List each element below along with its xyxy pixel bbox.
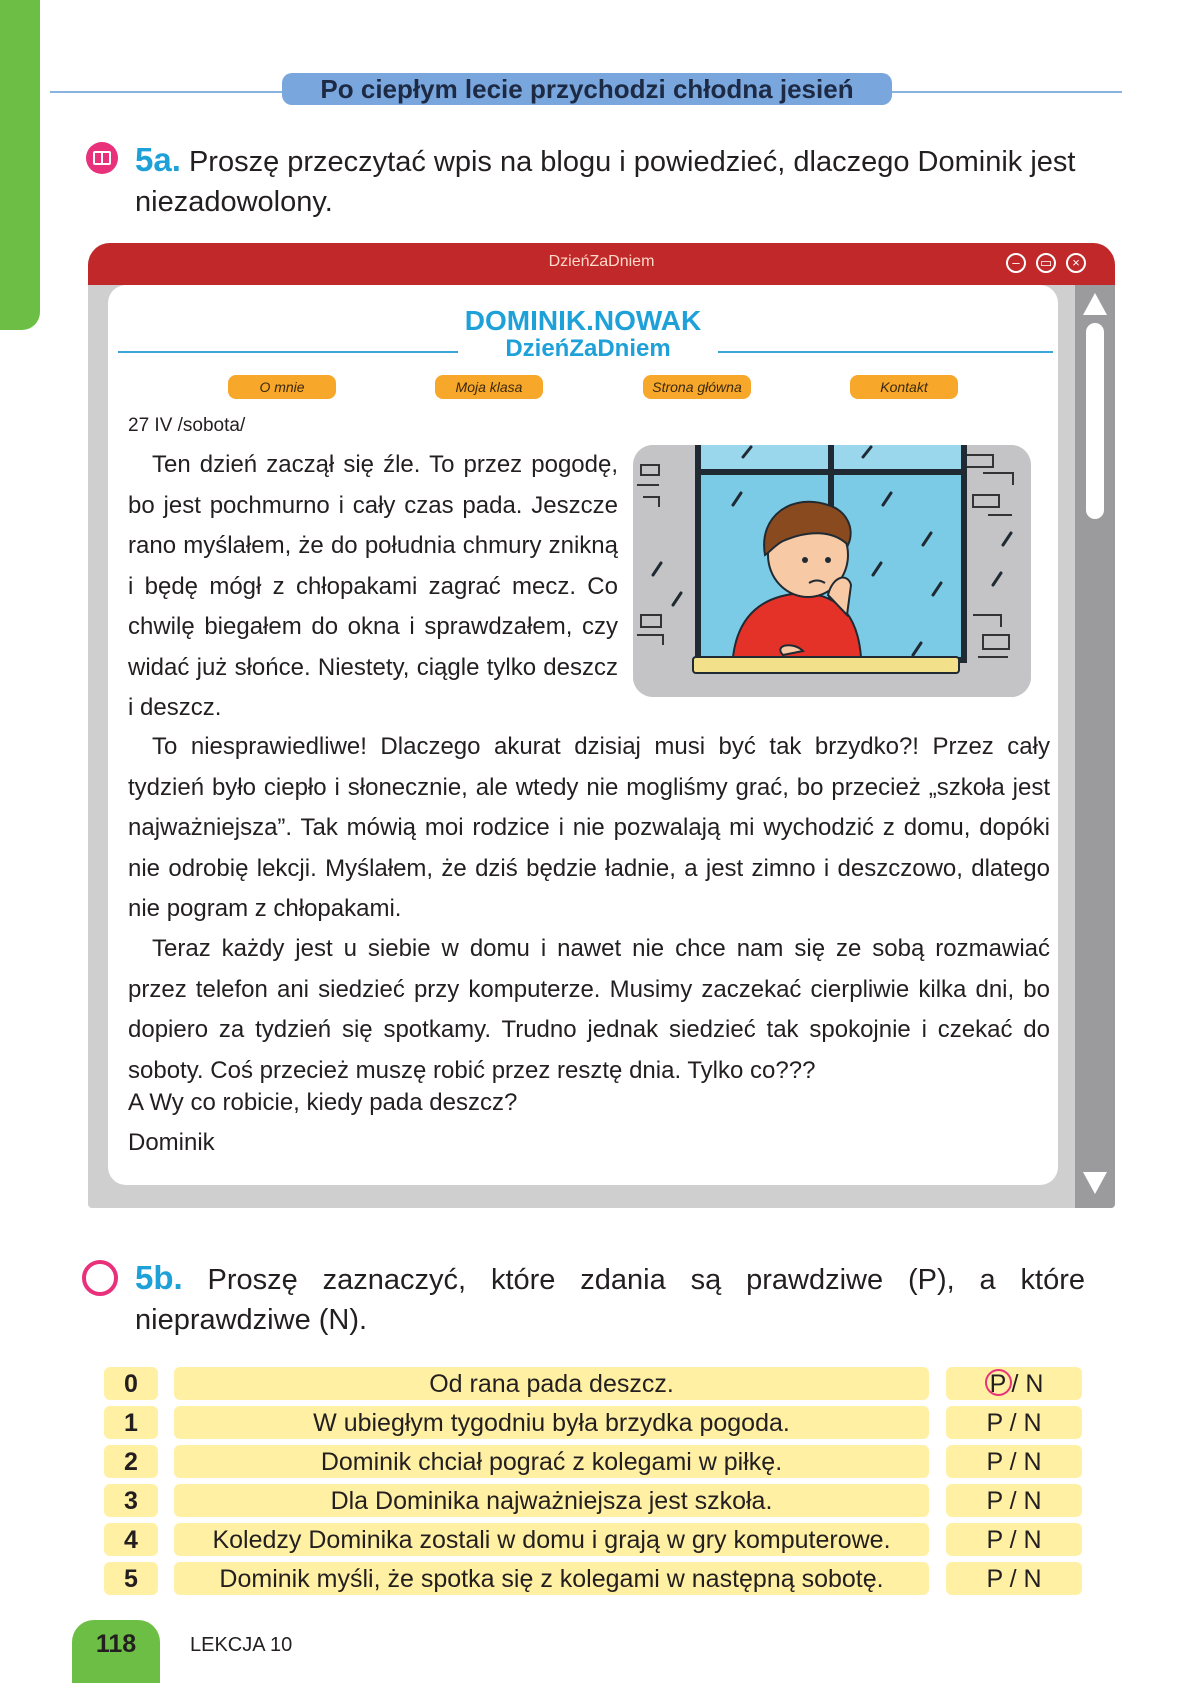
post-paragraph-2: To niesprawiedliwe! Dlaczego akurat dzisiaj musi być tak brzydko?! Przez cały tydzień było ciepło i słonecznie, ale wtedy nie mogliśmy grać, bo przecież „szkoła jest najważniejsza”. Tak mówią moi rodzice i nie pozwalają mi wychodzić z domu, dopóki nie odrobię lekcji. Myślałem, że dziś będzie ładnie, a jest zimno i deszczowo, dlatego nie pogram z chłopakami. [128,733,1050,922]
row-statement: Dominik chciał pograć z kolegami w piłkę. [174,1445,929,1478]
chapter-tab [0,0,40,330]
post-paragraph-1: Ten dzień zaczął się źle. To przez pogodę, bo jest pochmurno i cały czas pada. Jeszcze rano myślałem, że do południa chmury znikną i będę mógł z chłopakami zagrać mecz. Co chwilę biegałem do okna i sprawdzałem, czy widać już słońce. Niestety, ciągle tylko deszcz i deszcz. [128,451,618,721]
boy-at-window-illustration [633,445,1031,697]
row-answer[interactable]: P / N [946,1406,1082,1439]
reading-icon [86,142,118,174]
scroll-thumb[interactable] [1086,323,1104,519]
row-answer[interactable]: P / N [946,1484,1082,1517]
scrollbar[interactable] [1075,285,1115,1208]
scroll-down-icon[interactable] [1083,1172,1107,1194]
minimize-icon[interactable]: – [1006,253,1026,273]
post-paragraph-3: Teraz każdy jest u siebie w domu i nawet nie chce nam się ze sobą rozmawiać przez telefon ani siedzieć przy komputerze. Musimy zaczekać cierpliwie kilka dni, bo dopiero za tydzień się spotkamy. Trudno jednak siedzieć tak spokojnie i czekać do soboty. Coś przecież muszę robić przez resztę dnia. Tylko co??? [128,935,1050,1084]
row-answer[interactable]: P / N [946,1523,1082,1556]
task-text: Proszę zaznaczyć, które zdania są prawdziwe (P), a które nieprawdziwe (N). [135,1264,1085,1336]
row-number: 1 [104,1406,158,1439]
row-number: 2 [104,1445,158,1478]
row-answer[interactable]: P / N [946,1562,1082,1595]
row-number: 3 [104,1484,158,1517]
row-statement: Dla Dominika najważniejsza jest szkoła. [174,1484,929,1517]
answer-rest[interactable]: / N [1011,1370,1044,1398]
nav-home[interactable]: Strona główna [643,375,751,399]
row-number: 4 [104,1523,158,1556]
post-date: 27 IV /sobota/ [128,415,246,436]
post-signature: Dominik [128,1129,215,1156]
row-number: 5 [104,1562,158,1595]
topic-banner: Po ciepłym lecie przychodzi chłodna jesień [282,73,892,105]
blog-divider-left [118,351,458,353]
maximize-icon[interactable]: ▭ [1036,253,1056,273]
illustration-graphic [633,445,1031,697]
task-5a-instruction [135,140,1085,222]
nav-class[interactable]: Moja klasa [435,375,543,399]
row-answer[interactable] [946,1367,1082,1400]
scroll-up-icon[interactable] [1083,293,1107,315]
row-answer[interactable]: P / N [946,1445,1082,1478]
blog-subtitle: DzieńZaDniem [505,335,671,362]
task-text: Proszę przeczytać wpis na blogu i powiedzieć, dlaczego Dominik jest niezadowolony. [135,146,1076,218]
row-statement: Od rana pada deszcz. [174,1367,929,1400]
blog-window [88,243,1115,1208]
window-title-bar [88,243,1115,285]
post-question: A Wy co robicie, kiedy pada deszcz? [128,1089,518,1116]
nav-about[interactable]: O mnie [228,375,336,399]
blog-name: DOMINIK.NOWAK [464,305,702,336]
row-statement: Koledzy Dominika zostali w domu i grają w gry komputerowe. [174,1523,929,1556]
task-5b-instruction [135,1258,1085,1340]
blog-content [108,285,1058,1185]
row-statement: Dominik myśli, że spotka się z kolegami w następną sobotę. [174,1562,929,1595]
row-statement: W ubiegłym tygodniu była brzydka pogoda. [174,1406,929,1439]
nav-contact[interactable]: Kontakt [850,375,958,399]
writing-hand-icon [82,1260,118,1296]
task-number: 5b. [135,1259,183,1296]
answer-p-circled[interactable]: P [985,1369,1012,1396]
task-number: 5a. [135,141,181,178]
page-number: 118 [95,1630,137,1658]
lesson-label: LEKCJA 10 [190,1634,293,1656]
close-icon[interactable]: × [1066,253,1086,273]
blog-divider-right [718,351,1053,353]
window-title: DzieńZaDniem [548,253,655,270]
row-number: 0 [104,1367,158,1400]
